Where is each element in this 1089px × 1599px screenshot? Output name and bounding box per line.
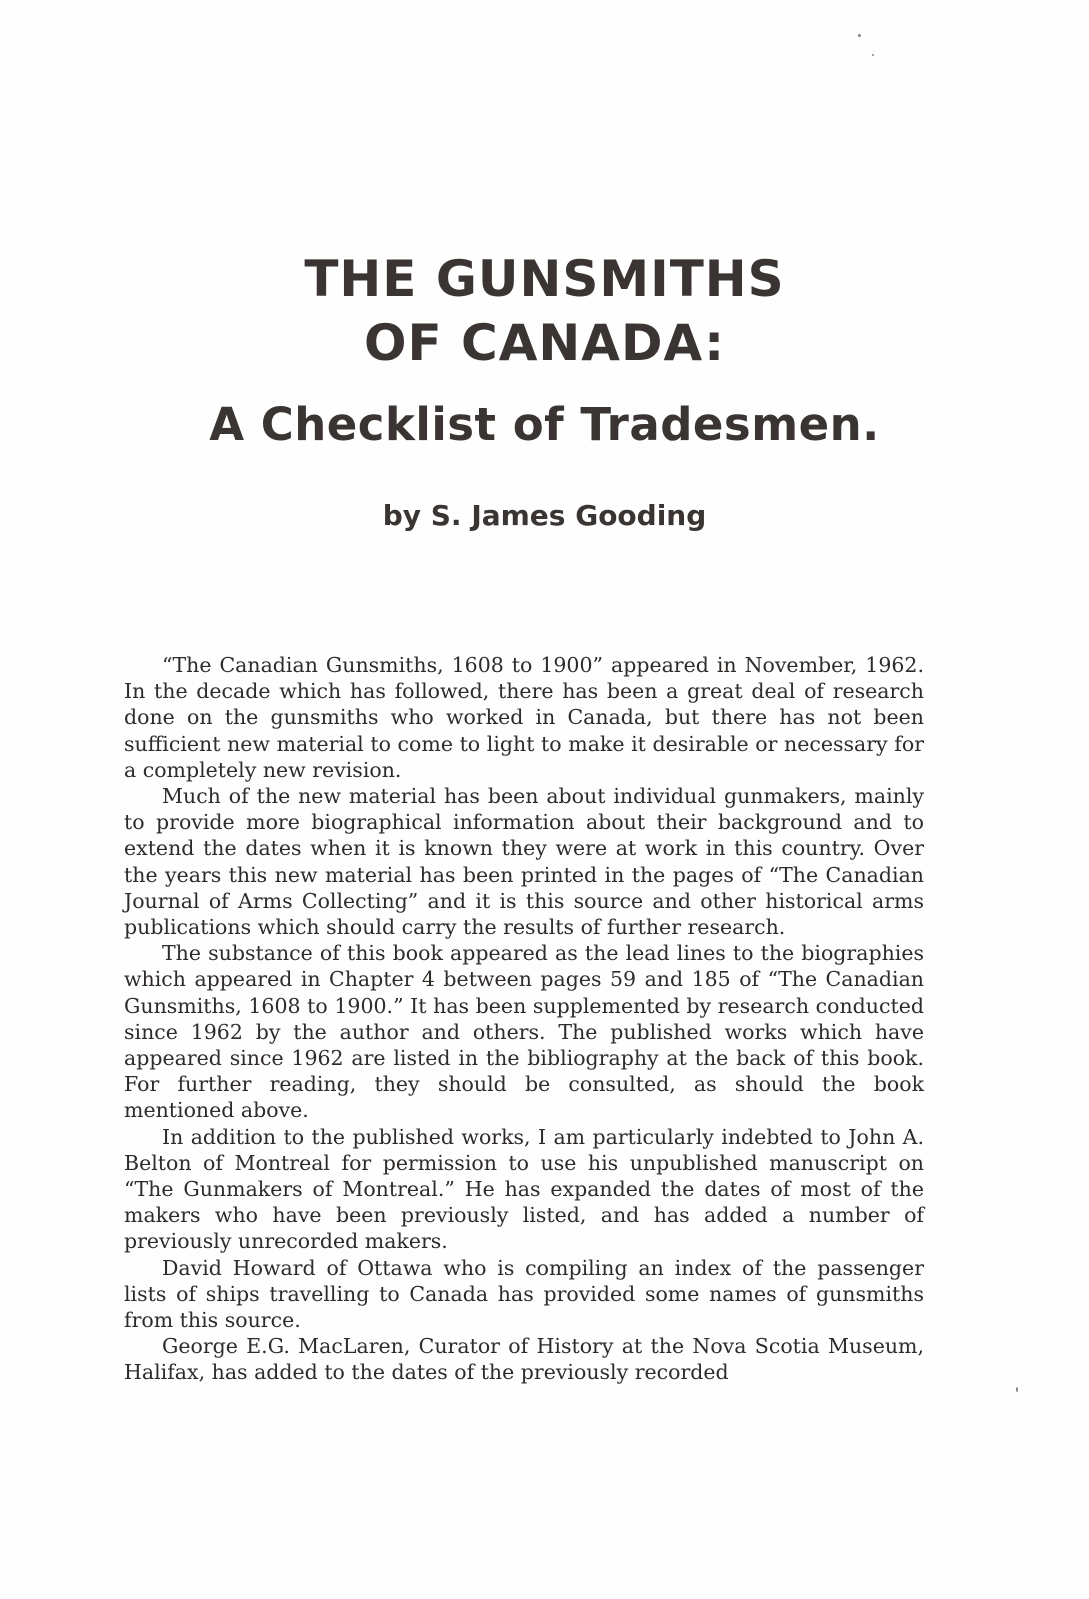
paper-speck	[872, 54, 874, 56]
paragraph: David Howard of Ottawa who is compiling an index of the passenger lists of ships travelling to Canada has provided some names of gunsmiths from this source.	[124, 1255, 924, 1333]
title-line-1: THE GUNSMITHS	[304, 250, 785, 308]
paper-speck	[1016, 1387, 1018, 1392]
body-text	[124, 652, 924, 1386]
paragraph: Much of the new material has been about individual gunmakers, mainly to provide more biographical information about their background and to extend the dates when it is known they were at work in this country. Over the years this new material has been printed in the pages of “The Canadian Journal of Arms Collecting” and it is this source and other historical arms publications which should carry the results of further research.	[124, 784, 924, 940]
paragraph: George E.G. MacLaren, Curator of History at the Nova Scotia Museum, Halifax, has added to the dates of the previously recorded	[124, 1334, 924, 1385]
paper-speck	[858, 34, 861, 37]
paragraph: “The Canadian Gunsmiths, 1608 to 1900” appeared in November, 1962. In the decade which has followed, there has been a great deal of research done on the gunsmiths who worked in Canada, but there has not been sufficient new material to come to light to make it desirable or necessary for a completely new revision.	[124, 653, 924, 782]
paragraph: In addition to the published works, I am particularly indebted to John A. Belton of Montreal for permission to use his unpublished manuscript on “The Gunmakers of Montreal.” He has expanded the dates of most of the makers who have been previously listed, and has added a number of previously unrecorded makers.	[124, 1124, 924, 1254]
title-line-2: OF CANADA:	[363, 314, 726, 372]
paragraph: The substance of this book appeared as the lead lines to the biographies which appeared in Chapter 4 between pages 59 and 185 of “The Canadian Gunsmiths, 1608 to 1900.” It has been supplemented by research conducted since 1962 by the author and others. The published works which have appeared since 1962 are listed in the bibliography at the back of this book. For further reading, they should be consulted, as should the book mentioned above.	[124, 941, 924, 1123]
author-byline: by S. James Gooding	[382, 499, 707, 532]
subtitle: A Checklist of Tradesmen.	[209, 398, 880, 451]
